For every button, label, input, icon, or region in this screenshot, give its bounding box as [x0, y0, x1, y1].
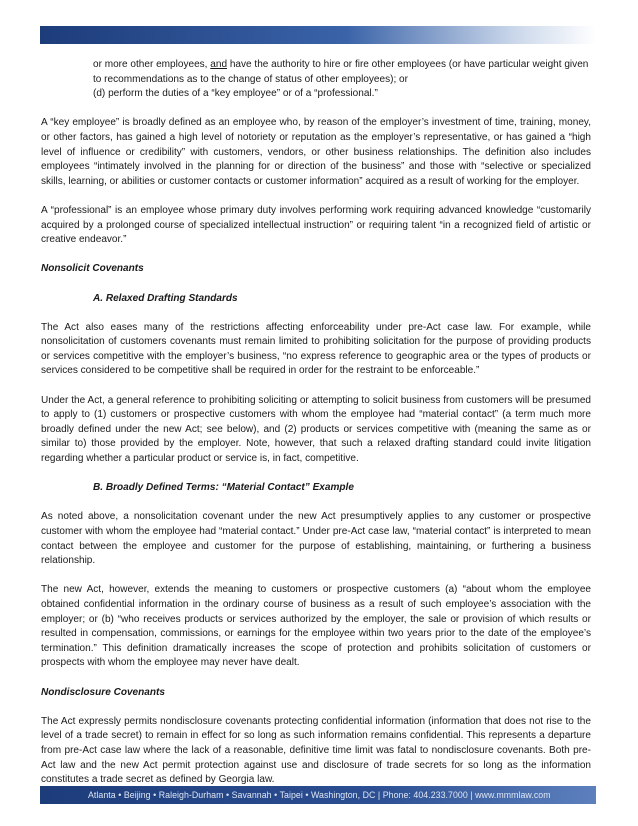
material-contact-paragraph-1: As noted above, a nonsolicitation covenant under the new Act presumptively applies to any customer or prospective customer with whom the employee had “material contact.” Under pre-Act case law, “material contact” is interpreted to mean contact between the employee and customer for the purpose of establishing, maintaining, or furthering a business relationship. — [41, 511, 591, 567]
list-item-d: (d) perform the duties of a “key employee” or of a “professional.” — [93, 88, 378, 100]
material-contact-paragraph-2: The new Act, however, extends the meaning to customers or prospective customers (a) “about whom the employee obtained confidential information in the ordinary course of business as a result of such employee’s association with the employer; or (b) “who receives products or services authorized by the employer, the sale or provision of which results or resulted in compensation, commissions, or earnings for the employee within two years prior to the date of the employee’s termination.” This definition dramatically increases the scope of protection and prohibits solicitation of customers or prospects with whom the employee may never have dealt. — [41, 584, 591, 669]
heading-nonsolicit: Nonsolicit Covenants — [41, 263, 144, 275]
key-employee-paragraph: A “key employee” is broadly defined as an employee who, by reason of the employer’s investment of time, training, money, or other factors, has gained a high level of notoriety or reputation as the employer’s representative, or has gained a “high level of influence or credibility” with customers, vendors, or other business relationships. The definition also includes employees “intimately involved in the planning for or direction of the business” and those with “selective or specialized skills, learning, or abilities or customer contacts or customer information” acquired as a result of working for the employer. — [41, 117, 591, 187]
underlined-word: and — [210, 59, 228, 70]
subheading-material-contact: B. Broadly Defined Terms: “Material Contact” Example — [93, 482, 354, 494]
document-body — [41, 58, 591, 788]
footer-band — [40, 786, 596, 804]
list-text: have the authority to hire or fire other employees (or have particular weight given to recommendations as to the change of status of other employees); or — [93, 59, 589, 85]
list-text: or more other employees, — [93, 59, 211, 70]
professional-paragraph: A “professional” is an employee whose primary duty involves performing work requiring advanced knowledge “customarily acquired by a prolonged course of specialized intellectual instruction” or requiring talent “in a recognized field of artistic or creative endeavor.” — [41, 204, 591, 246]
footer-text: Atlanta • Beijing • Raleigh-Durham • Savannah • Taipei • Washington, DC | Phone: 404.233.7000 | www.mmmlaw.com — [88, 790, 551, 800]
list-item-c-continued — [41, 58, 591, 87]
nondisclosure-paragraph: The Act expressly permits nondisclosure covenants protecting confidential information (information that does not rise to the level of a trade secret) to remain in effect for so long as such information remains confidential. This represents a departure from pre-Act case law where the lack of a reasonable, definitive time limit was fatal to nondisclosure covenants. Both pre-Act law and the new Act permit protection against use and disclosure of trade secrets for so long as the information constitutes a trade secret as defined by Georgia law. — [41, 715, 591, 786]
subheading-relaxed-drafting: A. Relaxed Drafting Standards — [93, 292, 238, 304]
header-band — [40, 26, 596, 44]
relaxed-paragraph-2: Under the Act, a general reference to prohibiting soliciting or attempting to solicit business from customers will be presumed to apply to (1) customers or prospective customers with whom the employee had “material contact” (a term much more broadly defined under the new Act; see below), and (2) products or services competitive with (meaning the same as or similar to) those provided by the employer. Note, however, that such a relaxed drafting standard could invite litigation regarding whether a particular product or service is, in fact, competitive. — [41, 394, 591, 465]
relaxed-paragraph-1: The Act also eases many of the restrictions affecting enforceability under pre-Act case law. For example, while nonsolicitation of customers covenants must remain limited to prohibiting solicitation for the purpose of providing products or services competitive with the employer’s business, “no express reference to geographic area or the types of products or services considered to be competitive shall be required in order for the restraint to be enforceable.” — [41, 321, 591, 377]
heading-nondisclosure: Nondisclosure Covenants — [41, 686, 165, 698]
